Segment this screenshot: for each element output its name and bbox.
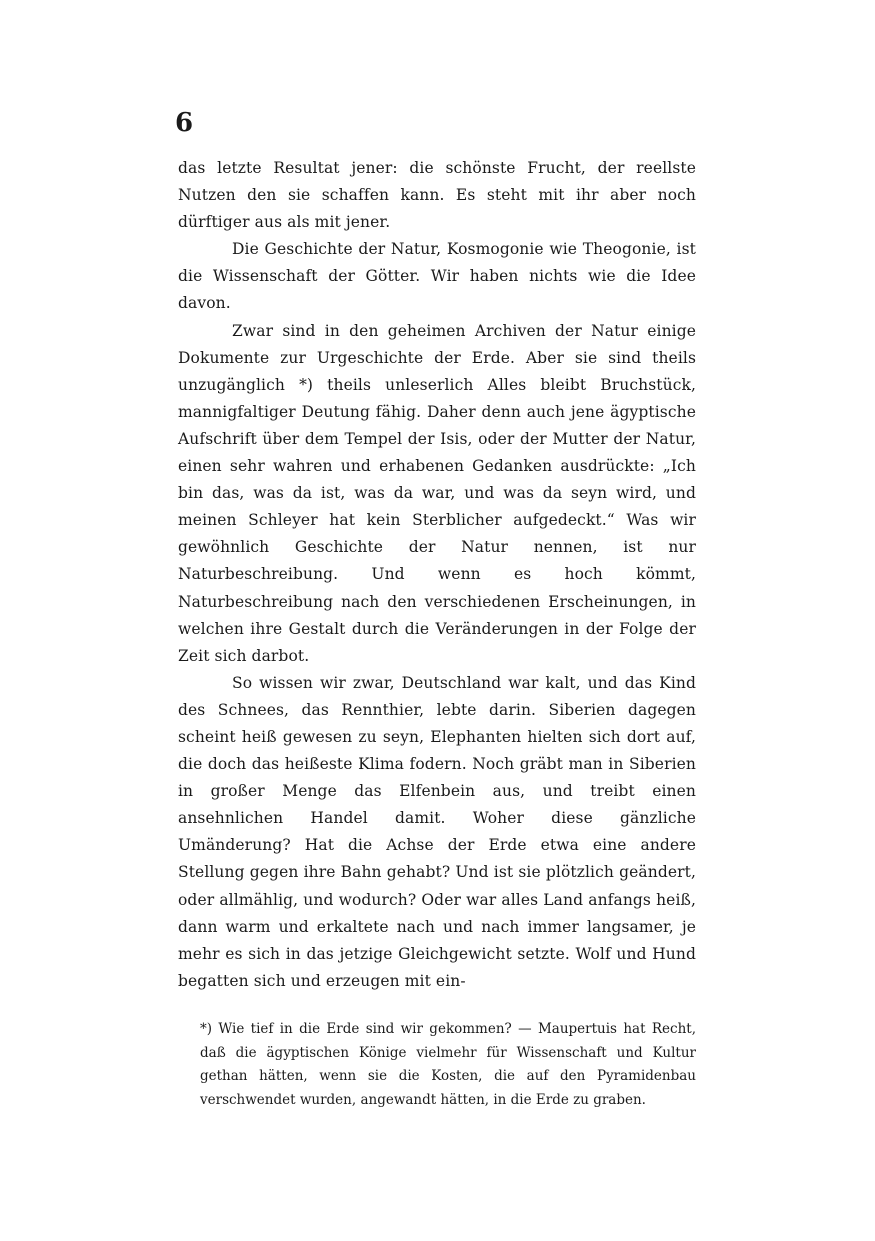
footnote — [200, 1018, 696, 1112]
paragraph-3: Zwar sind in den geheimen Archiven der Natur einige Dokumente zur Urgeschichte der Erde. Aber sie sind theils unzugänglich *) theils unleserlich Alles bleibt Bruchstück, mannigfaltiger Deutung fähig. Daher denn auch jene ägyptische Aufschrift über dem Tempel der Isis, oder der Mutter der Natur, einen sehr wahren und erhabenen Gedanken ausdrückte: „Ich bin das, was da ist, was da war, und was da seyn wird, und meinen Schleyer hat kein Sterblicher aufgedeckt.“ Was wir gewöhnlich Geschichte der Natur nennen, ist nur Naturbeschreibung. Und wenn es hoch kömmt, Naturbeschreibung nach den verschiedenen Erscheinungen, in welchen ihre Gestalt durch die Veränderungen in der Folge der Zeit sich darbot. — [178, 321, 696, 665]
footnote-text: *) Wie tief in die Erde sind wir gekommen? — Maupertuis hat Recht, daß die ägyptischen Könige vielmehr für Wissenschaft und Kultur gethan hätten, wenn sie die Kosten, die auf den Pyramidenbau verschwendet wurden, angewandt hätten, in die Erde zu graben. — [200, 1021, 696, 1108]
paragraph-4: So wissen wir zwar, Deutschland war kalt, und das Kind des Schnees, das Rennthier, lebte darin. Siberien dagegen scheint heiß gewesen zu seyn, Elephanten hielten sich dort auf, die doch das heißeste Klima fodern. Noch gräbt man in Siberien in großer Menge das Elfenbein aus, und treibt einen ansehnlichen Handel damit. Woher diese gänzliche Umänderung? Hat die Achse der Erde etwa eine andere Stellung gegen ihre Bahn gehabt? Und ist sie plötzlich geändert, oder allmählig, und wodurch? Oder war alles Land anfangs heiß, dann warm und erkaltete nach und nach immer langsamer, je mehr es sich in das jetzige Gleichgewicht setzte. Wolf und Hund begatten sich und erzeugen mit ein- — [178, 673, 696, 990]
paragraph-1: das letzte Resultat jener: die schönste Frucht, der reellste Nutzen den sie schaffen kann. Es steht mit ihr aber noch dürftiger aus als mit jener. — [178, 159, 696, 232]
page-number: 6 — [175, 108, 194, 138]
paragraph-2: Die Geschichte der Natur, Kosmogonie wie Theogonie, ist die Wissenschaft der Götter. Wir haben nichts wie die Idee davon. — [178, 240, 696, 313]
main-text — [178, 155, 696, 995]
